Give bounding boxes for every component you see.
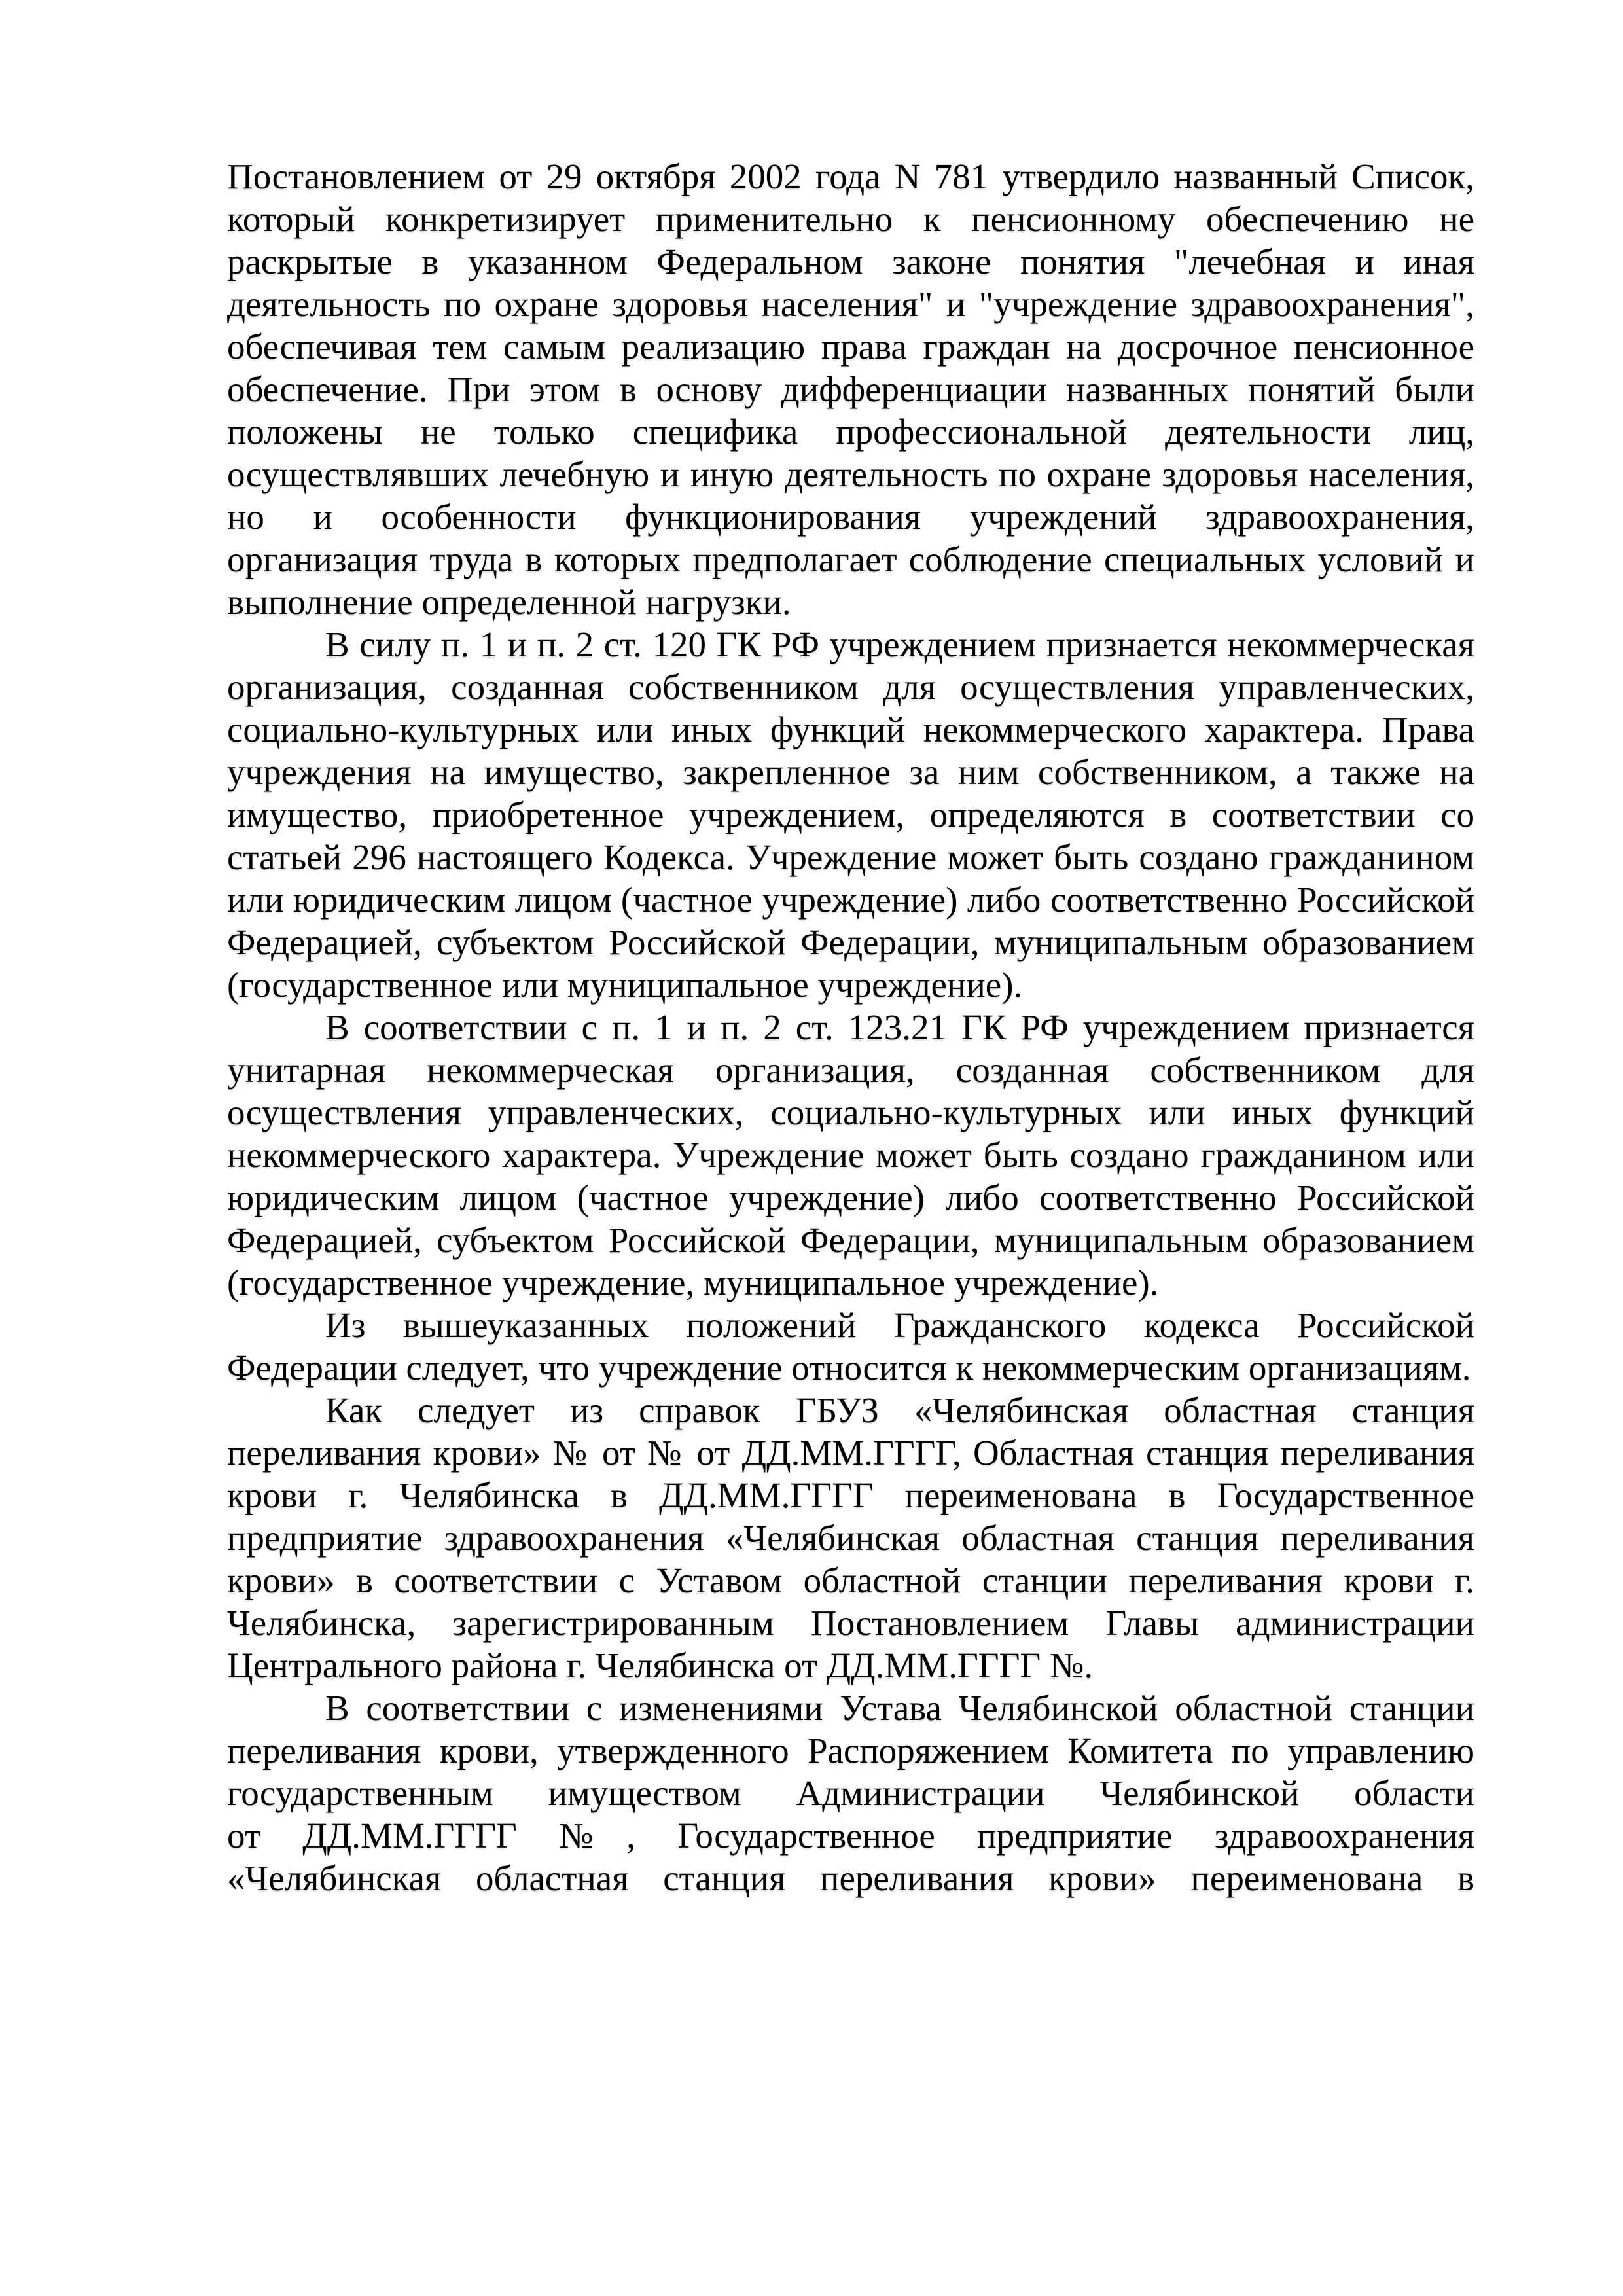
document-text-block — [227, 155, 1474, 1899]
paragraph-blood-station-certificates: Как следует из справок ГБУЗ «Челябинская областная станция переливания крови» № от № от ДД.ММ.ГГГГ, Областная станция переливания крови г. Челябинска в ДД.ММ.ГГГГ переименована в Государственное предприятие здравоохранения «Челябинская областная станция переливания крови» в соответствии с Уставом областной станции переливания крови г. Челябинска, зарегистрированным Постановлением Главы администрации Центрального района г. Челябинска от ДД.ММ.ГГГГ №. — [227, 1390, 1474, 1685]
paragraph-gk-rf-st-123-21: В соответствии с п. 1 и п. 2 ст. 123.21 ГК РФ учреждением признается унитарная некоммерческая организация, созданная собственником для осуществления управленческих, социально-культурных или иных функций некоммерческого характера. Учреждение может быть создано гражданином или юридическим лицом (частное учреждение) либо соответственно Российской Федерацией, субъектом Российской Федерации, муниципальным образованием (государственное учреждение, муниципальное учреждение). — [227, 1007, 1474, 1302]
paragraph-charter-changes: В соответствии с изменениями Устава Челябинской областной станции переливания крови, утвержденного Распоряжением Комитета по управлению государственным имуществом Администрации Челябинской области от ДД.ММ.ГГГГ №, Государственное предприятие здравоохранения «Челябинская областная станция переливания крови» переименована в — [227, 1688, 1474, 1898]
paragraph-list-continuation: Постановлением от 29 октября 2002 года N 781 утвердило названный Список, который конкретизирует применительно к пенсионному обеспечению не раскрытые в указанном Федеральном законе понятия "лечебная и иная деятельность по охране здоровья населения" и "учреждение здравоохранения", обеспечивая тем самым реализацию права граждан на досрочное пенсионное обеспечение. При этом в основу дифференциации названных понятий были положены не только специфика профессиональной деятельности лиц, осуществлявших лечебную и иную деятельность по охране здоровья населения, но и особенности функционирования учреждений здравоохранения, организация труда в которых предполагает соблюдение специальных условий и выполнение определенной нагрузки. — [227, 156, 1474, 622]
paragraph-gk-rf-st-120: В силу п. 1 и п. 2 ст. 120 ГК РФ учреждением признается некоммерческая организация, созданная собственником для осуществления управленческих, социально-культурных или иных функций некоммерческого характера. Права учреждения на имущество, закрепленное за ним собственником, а также на имущество, приобретенное учреждением, определяются в соответствии со статьей 296 настоящего Кодекса. Учреждение может быть создано гражданином или юридическим лицом (частное учреждение) либо соответственно Российской Федерацией, субъектом Российской Федерации, муниципальным образованием (государственное или муниципальное учреждение). — [227, 624, 1474, 1005]
paragraph-noncommercial-conclusion: Из вышеуказанных положений Гражданского кодекса Российской Федерации следует, что учреждение относится к некоммерческим организациям. — [227, 1305, 1474, 1388]
